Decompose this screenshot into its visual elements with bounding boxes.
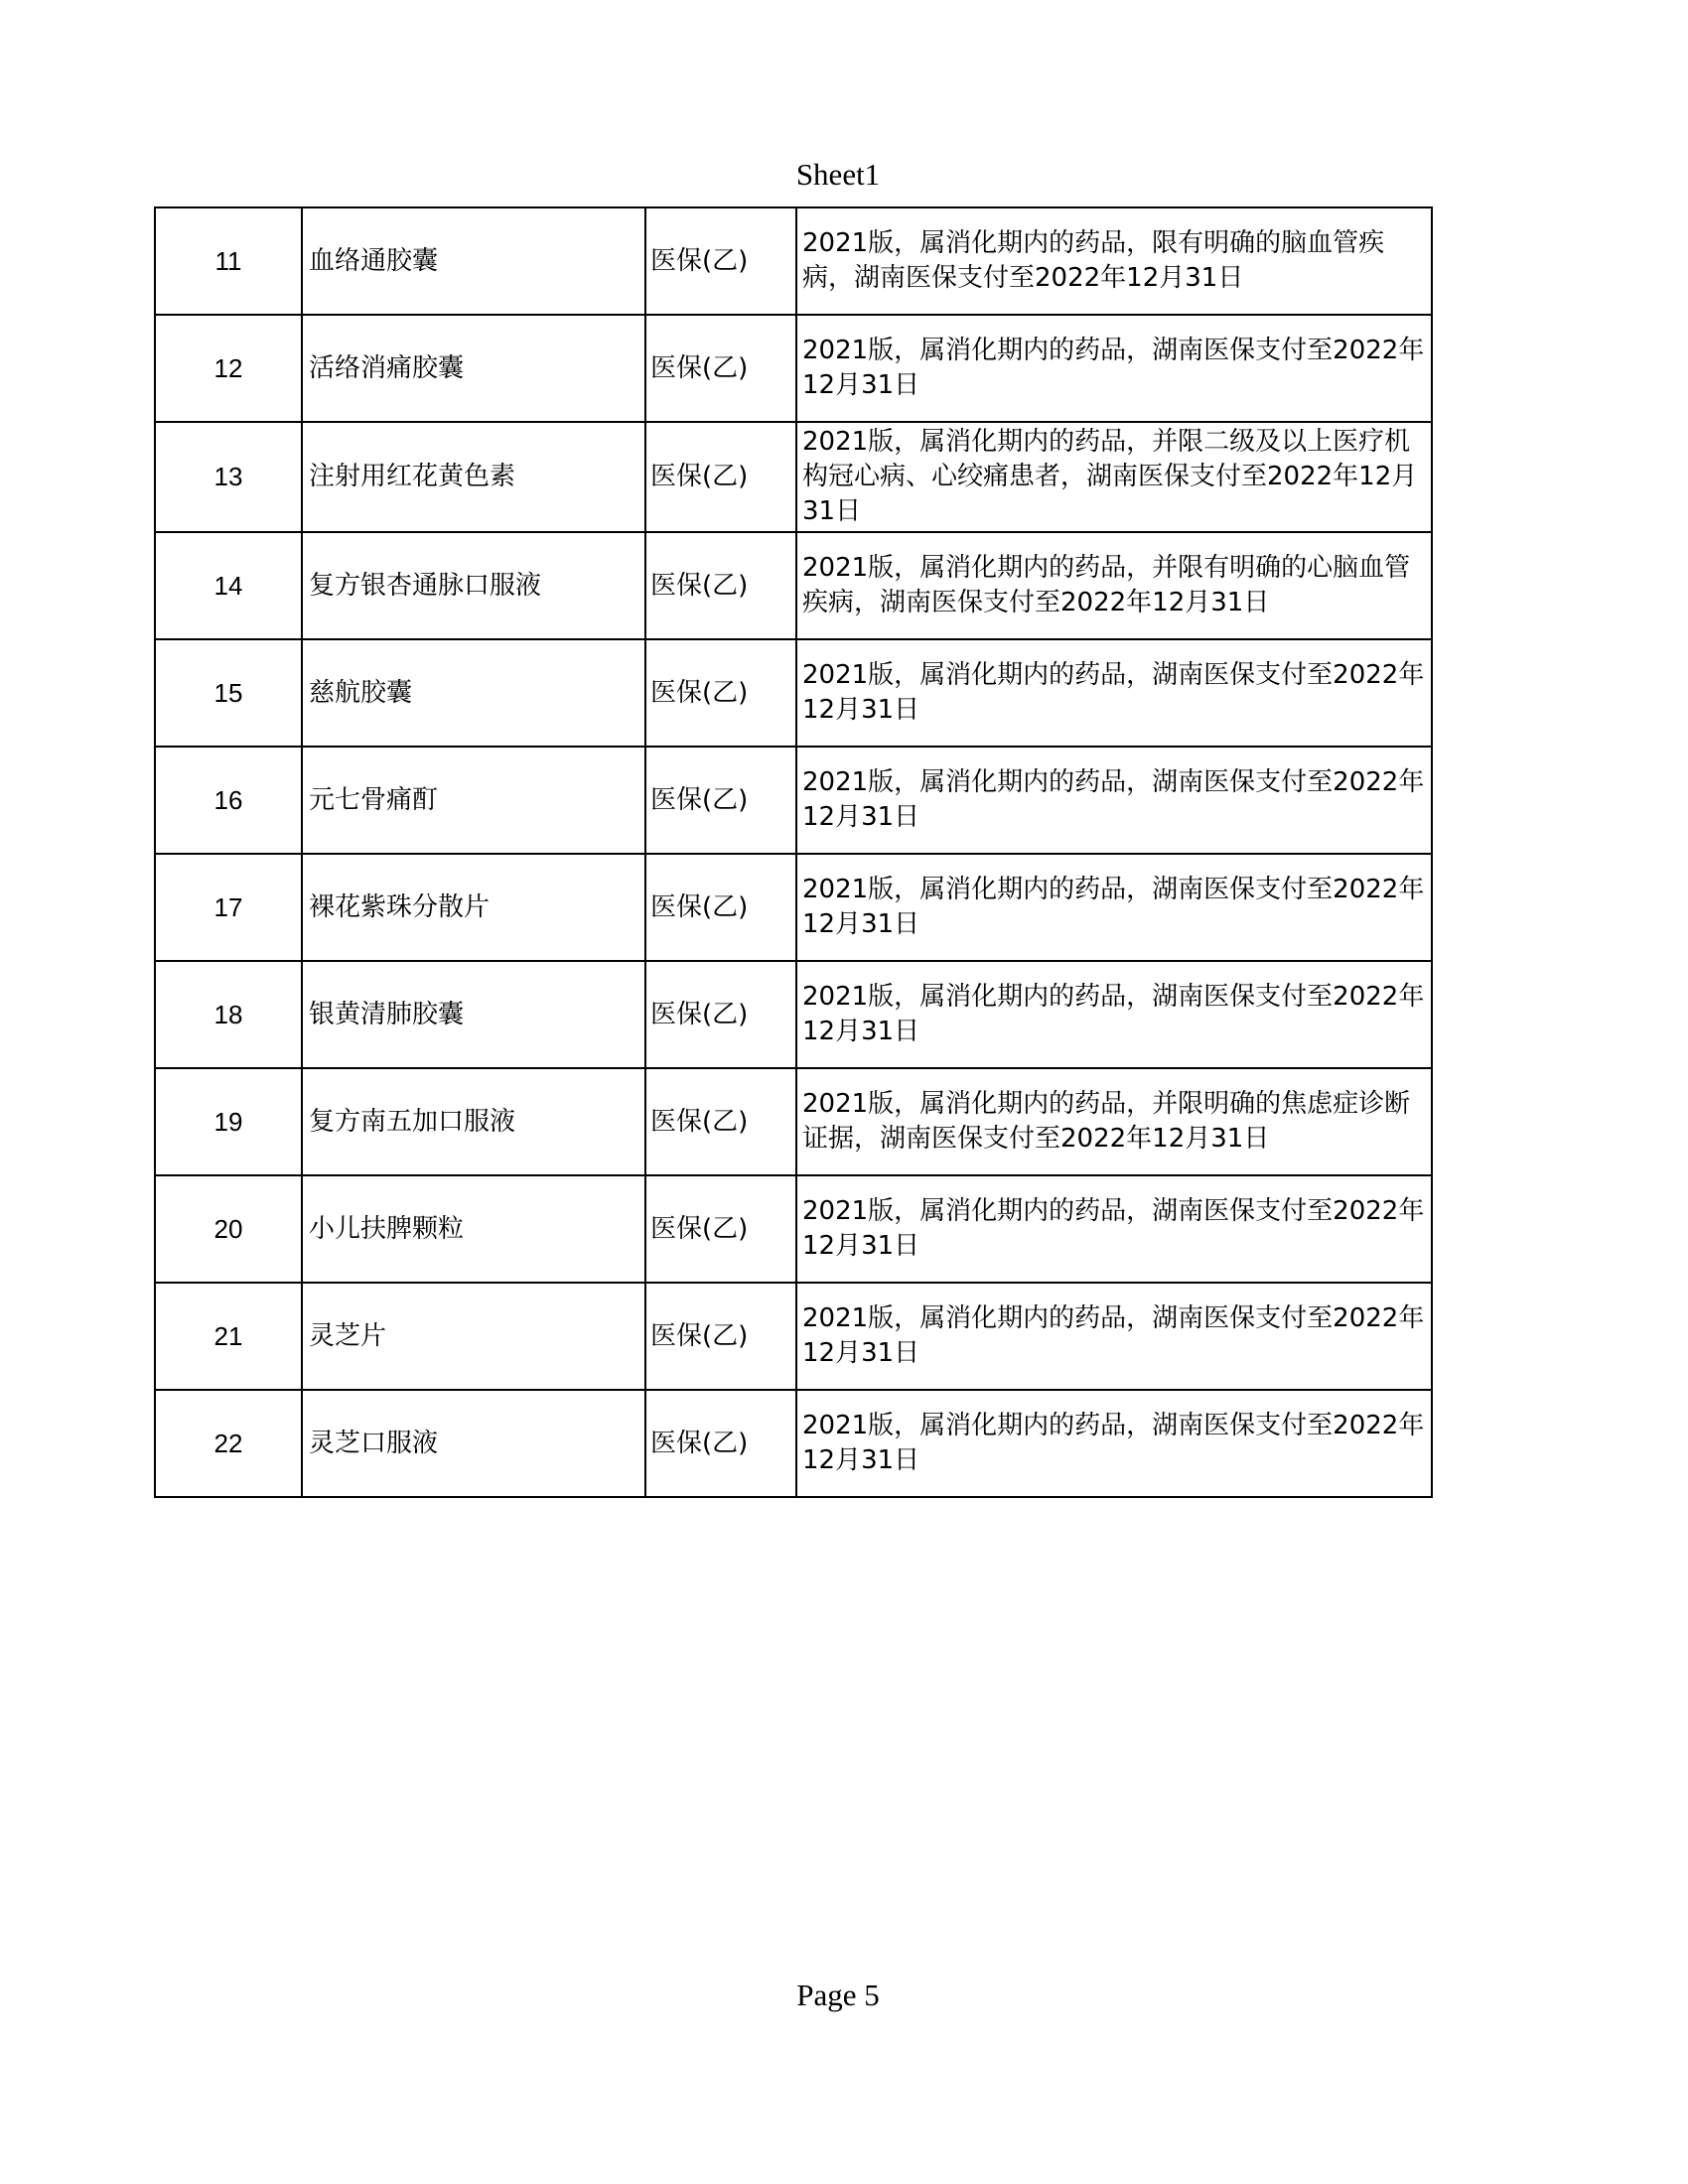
drug-name-cell: 银黄清肺胶囊 [302, 961, 645, 1068]
remarks-cell: 2021版，属消化期内的药品，并限二级及以上医疗机构冠心病、心绞痛患者，湖南医保支付至2022年12月31日 [796, 422, 1432, 532]
table-row [155, 747, 1432, 854]
page-number: Page 5 [796, 1978, 880, 2012]
drug-name-cell: 灵芝口服液 [302, 1390, 645, 1497]
table-row [155, 639, 1432, 747]
row-number-cell: 19 [155, 1068, 302, 1175]
drug-table [154, 206, 1433, 1498]
table-row [155, 315, 1432, 422]
drug-name-cell: 血络通胶囊 [302, 207, 645, 315]
insurance-category-cell: 医保(乙) [645, 422, 796, 532]
insurance-category-cell: 医保(乙) [645, 747, 796, 854]
insurance-category-cell: 医保(乙) [645, 1283, 796, 1390]
drug-name-cell: 小儿扶脾颗粒 [302, 1175, 645, 1283]
remarks-cell: 2021版，属消化期内的药品，湖南医保支付至2022年12月31日 [796, 1175, 1432, 1283]
drug-name-cell: 裸花紫珠分散片 [302, 854, 645, 961]
sheet-title: Sheet1 [795, 157, 881, 192]
drug-name-cell: 灵芝片 [302, 1283, 645, 1390]
insurance-category-cell: 医保(乙) [645, 639, 796, 747]
row-number-cell: 17 [155, 854, 302, 961]
row-number-cell: 12 [155, 315, 302, 422]
table-row [155, 961, 1432, 1068]
insurance-category-cell: 医保(乙) [645, 1390, 796, 1497]
row-number-cell: 21 [155, 1283, 302, 1390]
drug-name-cell: 注射用红花黄色素 [302, 422, 645, 532]
row-number-cell: 14 [155, 532, 302, 639]
table-row [155, 1068, 1432, 1175]
remarks-cell: 2021版，属消化期内的药品，限有明确的脑血管疾病，湖南医保支付至2022年12月31日 [796, 207, 1432, 315]
table-row [155, 854, 1432, 961]
insurance-category-cell: 医保(乙) [645, 315, 796, 422]
insurance-category-cell: 医保(乙) [645, 854, 796, 961]
table-row [155, 532, 1432, 639]
insurance-category-cell: 医保(乙) [645, 1068, 796, 1175]
table-row [155, 207, 1432, 315]
row-number-cell: 22 [155, 1390, 302, 1497]
table-row [155, 1283, 1432, 1390]
table-row [155, 1175, 1432, 1283]
row-number-cell: 18 [155, 961, 302, 1068]
row-number-cell: 13 [155, 422, 302, 532]
insurance-category-cell: 医保(乙) [645, 207, 796, 315]
remarks-cell: 2021版，属消化期内的药品，湖南医保支付至2022年12月31日 [796, 854, 1432, 961]
remarks-cell: 2021版，属消化期内的药品，并限明确的焦虑症诊断证据，湖南医保支付至2022年12月31日 [796, 1068, 1432, 1175]
drug-name-cell: 元七骨痛酊 [302, 747, 645, 854]
remarks-cell: 2021版，属消化期内的药品，湖南医保支付至2022年12月31日 [796, 961, 1432, 1068]
table-row [155, 1390, 1432, 1497]
drug-name-cell: 活络消痛胶囊 [302, 315, 645, 422]
row-number-cell: 15 [155, 639, 302, 747]
row-number-cell: 20 [155, 1175, 302, 1283]
row-number-cell: 16 [155, 747, 302, 854]
drug-name-cell: 复方银杏通脉口服液 [302, 532, 645, 639]
remarks-cell: 2021版，属消化期内的药品，湖南医保支付至2022年12月31日 [796, 315, 1432, 422]
remarks-cell: 2021版，属消化期内的药品，湖南医保支付至2022年12月31日 [796, 1390, 1432, 1497]
insurance-category-cell: 医保(乙) [645, 961, 796, 1068]
remarks-cell: 2021版，属消化期内的药品，湖南医保支付至2022年12月31日 [796, 1283, 1432, 1390]
remarks-cell: 2021版，属消化期内的药品，湖南医保支付至2022年12月31日 [796, 747, 1432, 854]
remarks-cell: 2021版，属消化期内的药品，并限有明确的心脑血管疾病，湖南医保支付至2022年12月31日 [796, 532, 1432, 639]
table-row [155, 422, 1432, 532]
insurance-category-cell: 医保(乙) [645, 1175, 796, 1283]
insurance-category-cell: 医保(乙) [645, 532, 796, 639]
drug-name-cell: 慈航胶囊 [302, 639, 645, 747]
table-body [155, 207, 1432, 1497]
remarks-cell: 2021版，属消化期内的药品，湖南医保支付至2022年12月31日 [796, 639, 1432, 747]
row-number-cell: 11 [155, 207, 302, 315]
drug-name-cell: 复方南五加口服液 [302, 1068, 645, 1175]
